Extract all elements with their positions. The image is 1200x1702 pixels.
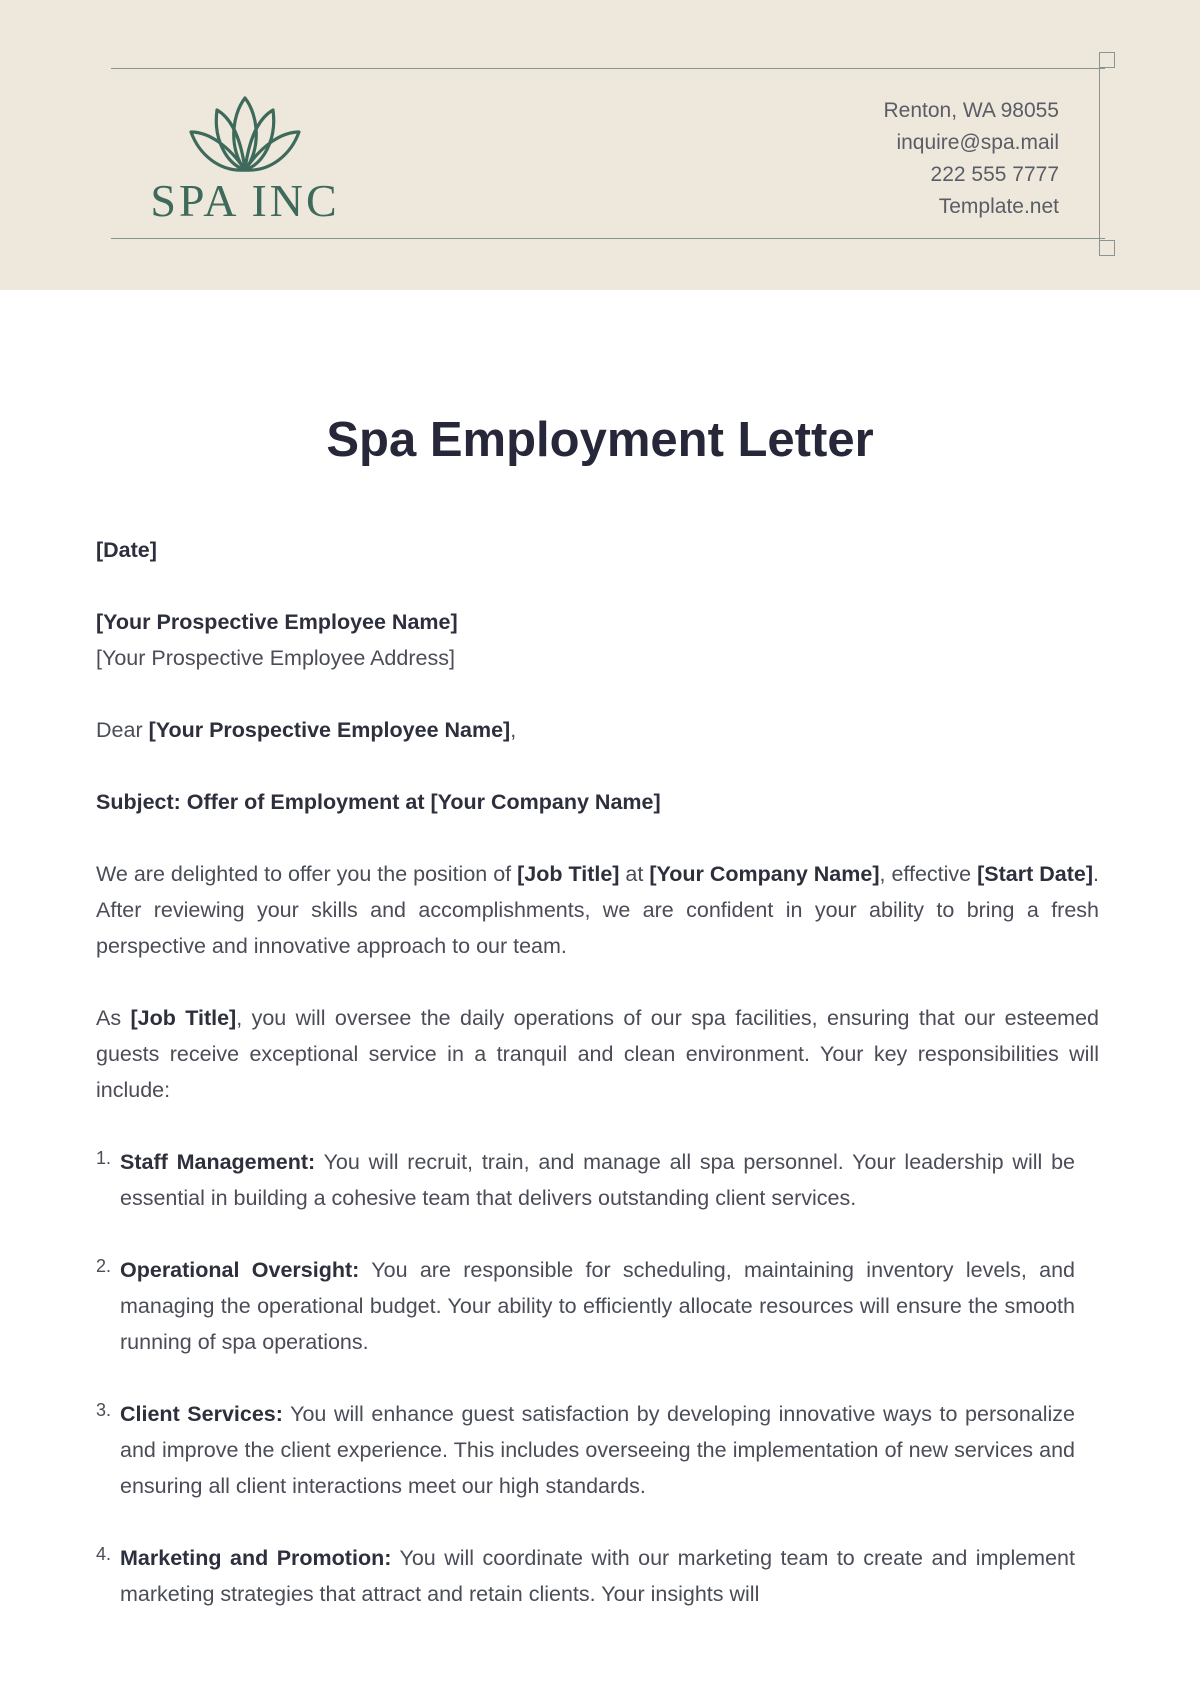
para1-start-date: [Start Date] [977,862,1094,886]
para1-text-1: We are delighted to offer you the position of [96,862,518,886]
item-text: You will coordinate with our marketing team to create and implement marketing strategies that attract and retain clients. Your insights will [120,1546,1075,1606]
list-item [96,1144,1099,1216]
subject-line [96,784,1099,820]
paragraph-role [96,1000,1099,1108]
list-number: 3. [96,1400,112,1420]
list-item [96,1540,1099,1612]
date-line [96,532,1099,568]
recipient-name: [Your Prospective Employee Name] [96,610,458,634]
list-number: 2. [96,1256,112,1276]
para2-job-title: [Job Title] [130,1006,237,1030]
recipient-block [96,604,1099,676]
para1-text-3: , effective [879,862,978,886]
para1-text-4: . After reviewing your skills and accomplishments, we are confident in your ability to bring a fresh perspective and innovative approach to our team. [96,862,1099,958]
salutation-suffix: , [510,718,517,742]
letter-body [96,532,1099,1648]
item-heading: Client Services: [120,1402,283,1426]
para1-job-title: [Job Title] [517,862,620,886]
contact-address: Renton, WA 98055 [883,99,1059,122]
contact-email[interactable]: inquire@spa.mail [896,131,1059,154]
lotus-icon [185,92,305,176]
responsibilities-list [96,1144,1099,1612]
corner-square-bottom [1099,240,1115,256]
top-rule [111,68,1105,69]
salutation-prefix: Dear [96,718,149,742]
list-number: 4. [96,1544,112,1564]
item-heading: Staff Management: [120,1150,316,1174]
para1-text-2: at [619,862,650,886]
list-item [96,1396,1099,1504]
item-heading: Marketing and Promotion: [120,1546,392,1570]
para2-text-1: As [96,1006,131,1030]
item-heading: Operational Oversight: [120,1258,360,1282]
para2-text-2: , you will oversee the daily operations of our spa facilities, ensuring that our esteemed guests receive exceptional service in a tranquil and clean environment. Your key responsibilities will include: [96,1006,1099,1102]
contact-block [883,95,1059,223]
bottom-rule [111,238,1105,239]
date-placeholder: [Date] [96,538,157,562]
item-text: You will recruit, train, and manage all spa personnel. Your leadership will be essential in building a cohesive team that delivers outstanding client services. [120,1150,1075,1210]
subject-text: Subject: Offer of Employment at [Your Company Name] [96,790,661,814]
salutation-name: [Your Prospective Employee Name] [148,718,511,742]
company-name: SPA INC [150,175,340,226]
item-text: You are responsible for scheduling, maintaining inventory levels, and managing the operational budget. Your ability to efficiently allocate resources will ensure the smooth running of spa operations. [120,1258,1075,1354]
list-item [96,1252,1099,1360]
letterhead [0,0,1200,290]
recipient-address: [Your Prospective Employee Address] [96,646,455,670]
company-logo [140,92,350,226]
paragraph-offer [96,856,1099,964]
document-title: Spa Employment Letter [326,413,874,467]
corner-square-top [1099,52,1115,68]
item-text: You will enhance guest satisfaction by developing innovative ways to personalize and improve the client experience. This includes overseeing the implementation of new services and ensuring all client interactions meet our high standards. [120,1402,1075,1498]
list-number: 1. [96,1148,112,1168]
para1-company: [Your Company Name] [649,862,880,886]
right-rule [1099,60,1100,240]
salutation [96,712,1099,748]
contact-website[interactable]: Template.net [938,195,1059,218]
contact-phone: 222 555 7777 [930,163,1059,186]
